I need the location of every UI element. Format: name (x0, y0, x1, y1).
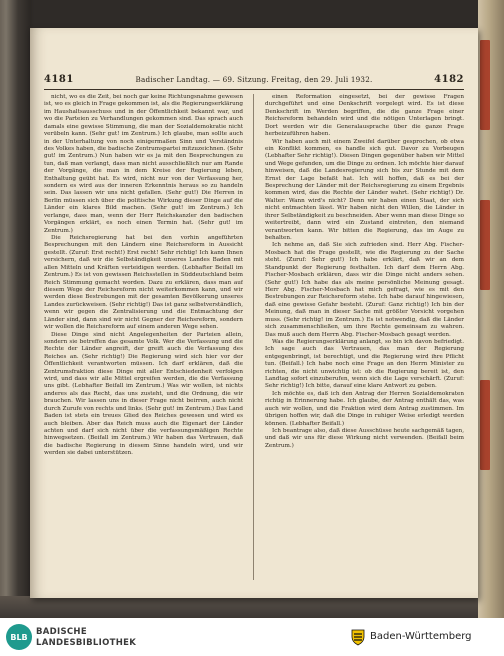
page-number-right: 4182 (434, 74, 464, 85)
page-number-left: 4181 (44, 74, 74, 85)
paragraph: Ich beantrage also, daß diese Ausschüsse heute sachgemäß tagen, und daß wir uns für diese Wirkung nicht verwenden. (Beifall beim Zentrum.) (265, 427, 464, 449)
bw-coat-of-arms-icon (349, 628, 367, 646)
paragraph: einen Reformation eingesetzt, bei der gewisse Fragen durchgeführt und eine Denkschrift vorgelegt wird. Es ist diese Denkschrift im Werden begriffen, die die ganze Frage einer Reichsreform behandeln wird und die nötigen Unterlagen bringt. Dort werden wir die Generalausprache über die ganze Frage herbeizuführen haben. (265, 94, 464, 138)
blb-name-line2: LANDESBIBLIOTHEK (36, 637, 137, 648)
book-cover-bottom (0, 596, 504, 618)
column-divider (253, 94, 254, 580)
paragraph: Die Reichsregierung hat bei den vorhin angeführten Besprechungen mit den Ländern eine Reichsreform in Aussicht gestellt. (Zuruf: Erst recht!) Erst recht! Sehr richtig! Ich kann Ihnen versichern, daß wir die Selbständigkeit unseres Landes Baden mit allen Mitteln und Kräften verteidigen werden. (Lebhafter Beifall im Zentrum.) Es ist von gewissen Reichsstellen in Süddeutschland beim Reich Stimmung gemacht worden. Dazu zu erklären, dass man auf diesem Wege der Reichsreform nicht weiterkommen kann, und wir werden diese Bestrebungen mit der gesamten Bevölkerung unseres Landes zurückweisen. (Sehr richtig!) Das ist ganz selbstverständlich, wenn wir gegen die Zentralisierung und die Entmachtung der Länder sind, dann sind wir nicht Gegner der Reichsreform, sondern wir wollen die Reichsreform auf einem anderen Wege sehen. (44, 235, 243, 331)
paragraph: Ich nehme an, daß Sie sich zufrieden sind. Herr Abg. Fischer-Mosbach hat die Frage gestellt, wie die Regierung zu der Sache steht. (Zuruf: Sehr gut!) Ich habe erklärt, daß wir an dem Standpunkt der Regierung festhalten. Ich darf dem Herrn Abg. Fischer-Mosbach erklären, dass wir die Dinge nicht anders sehen. (Sehr gut!) Ich habe das als meine persönliche Meinung gesagt. Herr Abg. Fischer-Mosbach hat mich gefragt, wie es mit den Bestrebungen zur Reichsreform stehe. Ich habe darauf hingewiesen, daß eine gewisse Gefahr besteht. (Zuruf: Ganz richtig!) Ich bin der Meinung, daß man in dieser Sache mit größter Vorsicht vorgehen muss. (Sehr richtig! im Zentrum.) Es ist notwendig, daß die Länder sich zusammenschließen, um ihre Rechte gemeinsam zu wahren. Das muß auch dem Herrn Abg. Fischer-Mosbach gesagt werden. (265, 242, 464, 338)
header-rule (44, 89, 464, 90)
running-head: Badischer Landtag. — 69. Sitzung. Freitag, den 29. Juli 1932. (135, 75, 373, 84)
paragraph: Wir haben auch mit einem Zweifel darüber gesprochen, ob etwa ein Konflikt kommen, es handle sich gut. Davor zu Vorbeugen (Lebhafter Sehr richtig!). Diesen Dingen gegenüber haben wir Mittel und Wege gefunden, um die Dinge zu ordnen. Ich möchte hier darauf hinweisen, daß die Landesregierung sich bis zur Stunde mit dem Ernst der Lage befaßt hat. Ich will hoffen, daß es bei der Besprechung der Länder mit der Reichsregierung zu einem Ergebnis kommen wird, das die Rechte der Länder wahrt. (Sehr richtig!) Dr. Walter: Wann wird's nicht? Denn wir haben einen Staat, der sich nicht entmachten lässt. Wir haben nicht den Willen, die Länder in ihrer Selbständigkeit zu beschneiden. Aber wenn man diese Dinge so weitertreibt, dann wird ein Zustand eintreten, den niemand verantworten kann. Wir bitten die Regierung, das im Auge zu behalten. (265, 138, 464, 242)
bw-label[interactable]: Baden-Württemberg (370, 631, 472, 642)
paragraph: Diese Dinge sind nicht Angelegenheiten der Parteien allein, sondern sie betreffen das gesamte Volk. Wer die Verfassung und die Rechte der Länder angreift, der greift auch die Verfassung des Reiches an. (Sehr richtig!) Die Regierung wird sich hier vor der Öffentlichkeit verantworten müssen. Ich darf erklären, daß die Zentrumsfraktion diese Dinge mit aller Entschiedenheit verfolgen wird, und dass wir alle Mittel ergreifen werden, die die Verfassung uns gibt. (Lebhafter Beifall im Zentrum.) Was wir wollen, ist nichts anderes als das Recht, das uns zusteht, und die Ordnung, die wir brauchen. Wir lassen uns in dieser Frage nicht beirren, auch nicht durch Zurufe von rechts und links. (Sehr gut! im Zentrum.) Das Land Baden ist stets ein treues Glied des Reiches gewesen und wird es auch bleiben. Aber das Reich muss auch die Eigenart der Länder achten und darf sich nicht über die verfassungsmäßigen Rechte hinwegsetzen. (Beifall im Zentrum.) Wir haben das Vertrauen, daß die badische Regierung in diesem Sinne handeln wird, und wir werden sie dabei unterstützen. (44, 331, 243, 457)
book-page (30, 28, 478, 598)
paragraph: Was die Regierungserklärung anlangt, so bin ich davon befriedigt. Ich sage auch das Vertrauen, das man der Regierung entgegenbringt, ist berechtigt, und die Regierung wird ihre Pflicht tun. (Beifall.) Ich habe noch eine Frage an den Herrn Minister zu richten, die nicht unwichtig ist: ob die Regierung bereit ist, den Landtag sofort einzuberufen, wenn sich die Lage verschärft. (Zuruf: Sehr richtig!) Ich bitte, darauf eine klare Antwort zu geben. (265, 338, 464, 390)
cover-edge-mark (480, 380, 490, 470)
paragraph: nicht, wo es die Zeit, bei noch gar keine Richtungsnahme gewesen ist, wo es gleich in Frage gekommen ist, als die Regierungserklärung im Haushaltsausschuss und in der Öffentlichkeit bekannt war, und wo die Parteien zu Verhandlungen gekommen sind. Das sprach auch damals eine gewisse Stimmung, die man der Sozialdemokratie nicht verübeln kann. (Sehr gut! im Zentrum.) Ich glaube, man sollte auch in der Unterhaltung von noch einigermaßen Sinn und Verständnis des Volkes haben, die badische Zentrumspartei mitzuzeichnen. (Sehr gut! im Zentrum.) Nun haben wir es ja mit den Besprechungen zu tun, daß man verlangt, dass man nicht ausschließlich nur am Rande der Vorgänge, die man in dem Kreise der Regierung leben, Enthaltung geübt hat. Es wird, nicht nur von der Verfassung her, sondern es wird aus der inneren Erkenntnis heraus so zu handeln sein. Das lassen wir uns nicht gefallen. (Sehr gut!) Die Herren in Berlin müssen sich über die politische Wirkung dieser Dinge auf die Länder ein klares Bild machen. (Sehr gut! im Zentrum.) Ich verlange, dass man, wenn der Herr Reichskanzler den badischen Vorgängen erklärt, es noch einen Termin hat. (Sehr gut! im Zentrum.) (44, 94, 243, 234)
book-cover-right (478, 0, 504, 618)
cover-edge-mark (480, 200, 490, 290)
cover-edge-mark (480, 40, 490, 130)
text-column-left (44, 94, 243, 580)
text-column-right (265, 94, 464, 580)
library-footer (0, 618, 504, 656)
blb-name-line1: BADISCHE (36, 627, 87, 637)
paragraph: Ich möchte es, daß ich den Antrag der Herren Sozialdemokraten richtig in Erinnerung habe. Ich glaube, der Antrag enthält das, was auch wir wollen, und die Fraktion wird dem Antrag zustimmen. Im übrigen hoffen wir, daß die Dinge in ruhiger Weise erledigt werden können. (Lebhafter Beifall.) (265, 390, 464, 427)
blb-logo[interactable]: BLB (6, 624, 32, 650)
page-header (44, 74, 464, 88)
blb-name[interactable] (36, 627, 136, 648)
